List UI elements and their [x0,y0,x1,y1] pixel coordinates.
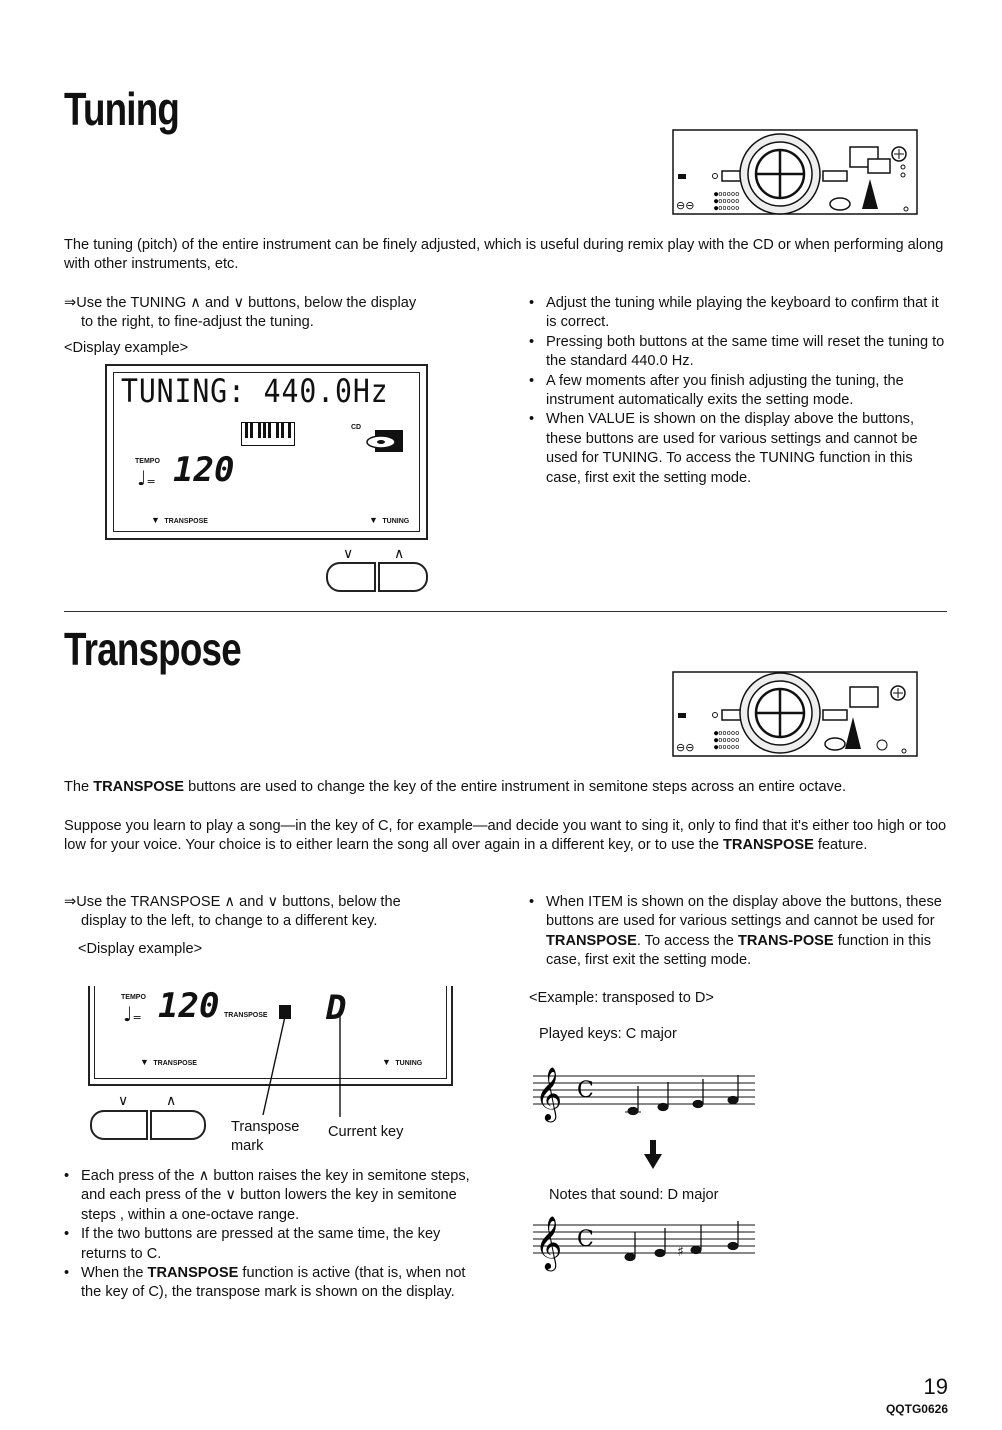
svg-text:⊖⊖: ⊖⊖ [676,199,695,212]
transpose-up-button[interactable] [150,1110,206,1140]
transpose-lcd-tempo-value: 120 [158,986,220,1026]
transpose-display-example-label: <Display example> [78,941,203,957]
transpose-use-line-2: display to the left, to change to a different key. [81,913,378,929]
tuning-lcd-transpose-label: TRANSPOSE [164,518,208,525]
transpose-up-chevron-icon: ∧ [166,1092,177,1108]
current-key-callout: Current key [328,1124,404,1140]
svg-text:●ooooo: ●ooooo [714,736,740,744]
svg-text:●ooooo: ●ooooo [714,729,740,737]
transpose-intro-2: Suppose you learn to play a song—in the key of C, for example—and decide you want to sing it, only to find that it's either too high or too low for your voice. Your choice is to either learn the song all over again in a different key, or to use the TRANSPOSE feature. [64,818,947,854]
page-number: 19 [923,1374,948,1399]
transpose-use-line-1: ⇒Use the TRANSPOSE ∧ and ∨ buttons, below the [64,894,401,910]
transpose-bullet-list-left [64,1167,482,1303]
transpose-down-button[interactable] [90,1110,148,1140]
transpose-lcd-tuning-label: TUNING [395,1060,423,1067]
tuning-lcd-tempo-value: 120 [173,450,235,490]
svg-text:●ooooo: ●ooooo [714,190,740,198]
transpose-bullet-list-right [529,893,950,971]
tuning-lcd-tuning-label: TUNING [382,518,410,525]
transpose-bullet: • When the TRANSPOSE function is active (that is, when not the key of C), the transpose mark is shown on the display. [64,1264,482,1303]
notes-sound-label: Notes that sound: D major [549,1187,719,1203]
svg-text:C: C [577,1078,594,1103]
tuning-use-line-2: to the right, to fine-adjust the tuning. [81,314,314,330]
tuning-heading: Tuning [64,83,180,135]
played-keys-label: Played keys: C major [539,1026,677,1042]
tuning-lcd-main-text: TUNING: 440.0Hz [121,372,389,410]
svg-text:𝄞: 𝄞 [535,1215,563,1269]
transpose-lcd-tempo-label: TEMPO [121,994,146,1001]
document-code: QQTG0626 [885,1402,948,1416]
transpose-intro-1: The TRANSPOSE buttons are used to change the key of the entire instrument in semitone steps across an entire octave. [64,779,846,795]
transpose-bullet: • If the two buttons are pressed at the same time, the key returns to C. [64,1225,482,1264]
svg-text:●ooooo: ●ooooo [714,743,740,751]
transpose-lcd-tuning-indicator: ▼ TUNING [382,1057,423,1067]
svg-text:●ooooo: ●ooooo [714,197,740,205]
tuning-lcd-tempo-label: TEMPO [135,458,160,465]
tuning-use-line-1: ⇒Use the TUNING ∧ and ∨ buttons, below the display [64,295,417,311]
transpose-lcd-transpose-small: TRANSPOSE [224,1012,268,1019]
staff-d-major [533,1211,758,1278]
svg-text:⊖⊖: ⊖⊖ [676,741,695,754]
note-icon: ♩= [137,466,156,490]
transpose-lcd-transpose-indicator: ▼ TRANSPOSE [140,1057,197,1067]
transpose-lcd-transpose-label: TRANSPOSE [153,1060,197,1067]
tuning-lcd-transpose-indicator: ▼ TRANSPOSE [151,515,208,525]
transpose-lcd-key: D [326,988,347,1028]
tuning-lcd-cd-label: CD [351,424,362,431]
tuning-bullet: • Pressing both buttons at the same time will reset the tuning to the standard 440.0 Hz. [529,333,949,372]
tuning-display-example-label: <Display example> [64,340,189,356]
transpose-bullet: • When ITEM is shown on the display above the buttons, these buttons are used for various settings and cannot be used for TRANSPOSE. To access the TRANS-POSE function in this case, first exit the setting mode. [529,893,950,971]
note-icon: ♩= [123,1002,142,1026]
staff-c-major [533,1064,758,1131]
tuning-lcd-tuning-indicator: ▼ TUNING [369,515,410,525]
down-arrow-icon [643,1140,663,1175]
example-label: <Example: transposed to D> [529,990,714,1006]
transpose-bullet: • Each press of the ∧ button raises the key in semitone steps, and each press of the ∨ button lowers the key in semitone steps , within a one-octave range. [64,1167,482,1225]
tuning-up-chevron-icon: ∧ [394,545,405,561]
transpose-heading: Transpose [64,623,241,675]
svg-text:●ooooo: ●ooooo [714,204,740,212]
transpose-down-chevron-icon: ∨ [118,1092,129,1108]
tuning-bullet: • When VALUE is shown on the display above the buttons, these buttons are used for various settings and cannot be used for TUNING. To access the TUNING function in this case, first exit the setting mode. [529,410,949,488]
tuning-down-chevron-icon: ∨ [343,545,354,561]
svg-text:♯: ♯ [677,1244,684,1260]
svg-text:C: C [577,1227,594,1252]
tuning-bullet: • A few moments after you finish adjusting the tuning, the instrument automatically exits the setting mode. [529,372,949,411]
transpose-mark-callout: Transpose mark [231,1119,300,1155]
svg-text:𝄞: 𝄞 [535,1066,563,1120]
tuning-bullet: • Adjust the tuning while playing the keyboard to confirm that it is correct. [529,294,949,333]
tuning-intro: The tuning (pitch) of the entire instrument can be finely adjusted, which is useful during remix play with the CD or when performing along with other instruments, etc. [64,237,944,273]
